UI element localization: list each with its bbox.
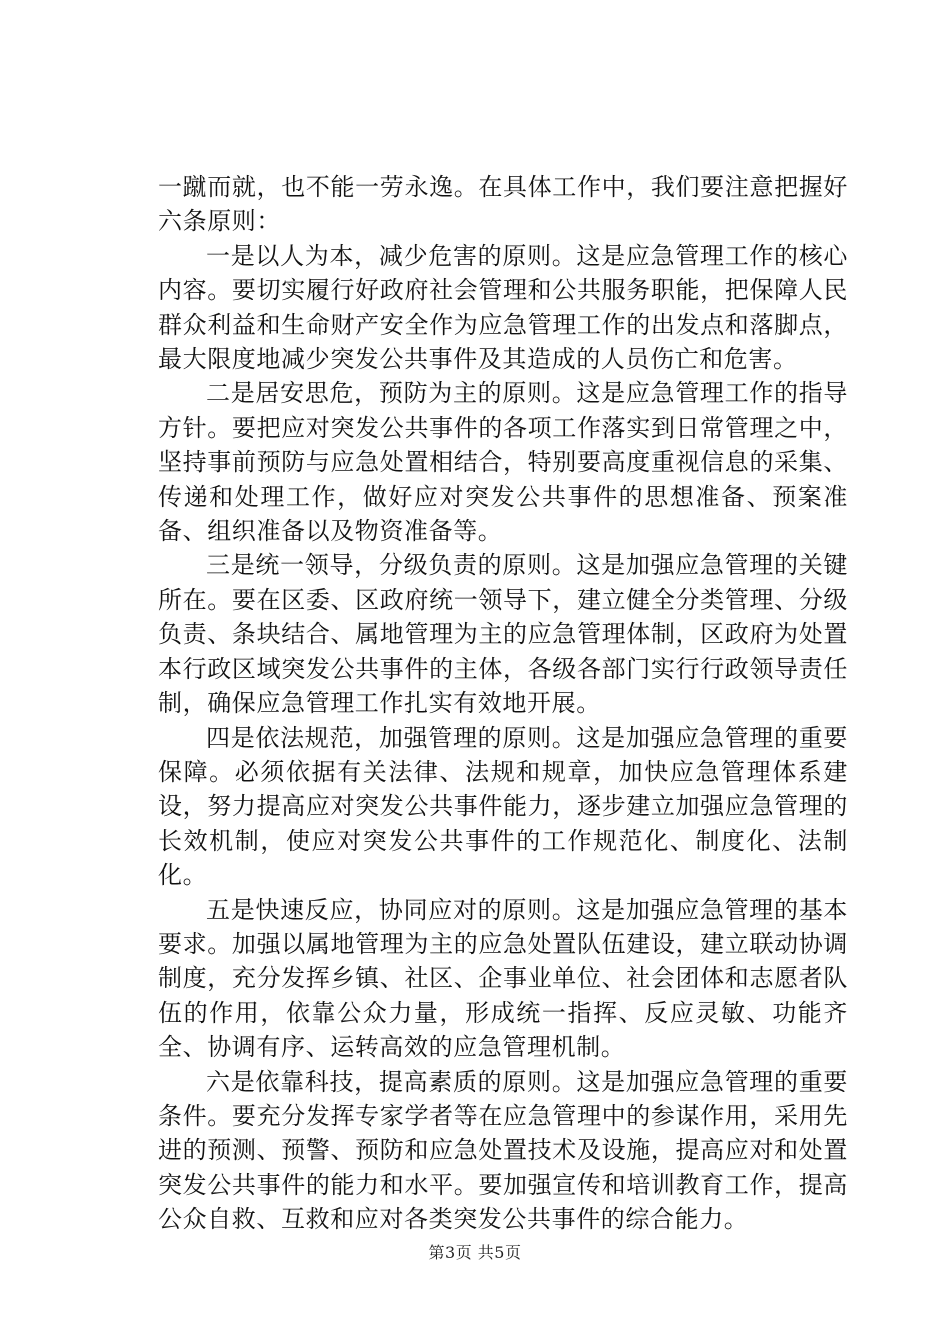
paragraph-principle-1: 一是以人为本，减少危害的原则。这是应急管理工作的核心内容。要切实履行好政府社会管理和公共服务职能，把保障人民群众利益和生命财产安全作为应急管理工作的出发点和落脚点，最大限度地减少突发公共事件及其造成的人员伤亡和危害。: [158, 241, 848, 374]
paragraph-principle-3: 三是统一领导，分级负责的原则。这是加强应急管理的关键所在。要在区委、区政府统一领导下，建立健全分类管理、分级负责、条块结合、属地管理为主的应急管理体制，区政府为处置本行政区域突发公共事件的主体，各级各部门实行行政领导责任制，确保应急管理工作扎实有效地开展。: [158, 551, 848, 718]
page-number-footer: 第3页 共5页: [428, 1243, 522, 1262]
paragraph-principle-4: 四是依法规范，加强管理的原则。这是加强应急管理的重要保障。必须依据有关法律、法规和规章，加快应急管理体系建设，努力提高应对突发公共事件能力，逐步建立加强应急管理的长效机制，使应对突发公共事件的工作规范化、制度化、法制化。: [158, 723, 848, 890]
paragraph-principle-5: 五是快速反应，协同应对的原则。这是加强应急管理的基本要求。加强以属地管理为主的应急处置队伍建设，建立联动协调制度，充分发挥乡镇、社区、企事业单位、社会团体和志愿者队伍的作用，依靠公众力量，形成统一指挥、反应灵敏、功能齐全、协调有序、运转高效的应急管理机制。: [158, 895, 848, 1062]
paragraph-principle-6: 六是依靠科技，提高素质的原则。这是加强应急管理的重要条件。要充分发挥专家学者等在应急管理中的参谋作用，采用先进的预测、预警、预防和应急处置技术及设施，提高应对和处置突发公共事件的能力和水平。要加强宣传和培训教育工作，提高公众自救、互救和应对各类突发公共事件的综合能力。: [158, 1067, 848, 1234]
paragraph-principle-2: 二是居安思危，预防为主的原则。这是应急管理工作的指导方针。要把应对突发公共事件的各项工作落实到日常管理之中，坚持事前预防与应急处置相结合，特别要高度重视信息的采集、传递和处理工作，做好应对突发公共事件的思想准备、预案准备、组织准备以及物资准备等。: [158, 379, 848, 546]
document-body: [158, 170, 848, 1237]
paragraph-continuation: 一蹴而就，也不能一劳永逸。在具体工作中，我们要注意把握好六条原则：: [158, 173, 848, 236]
